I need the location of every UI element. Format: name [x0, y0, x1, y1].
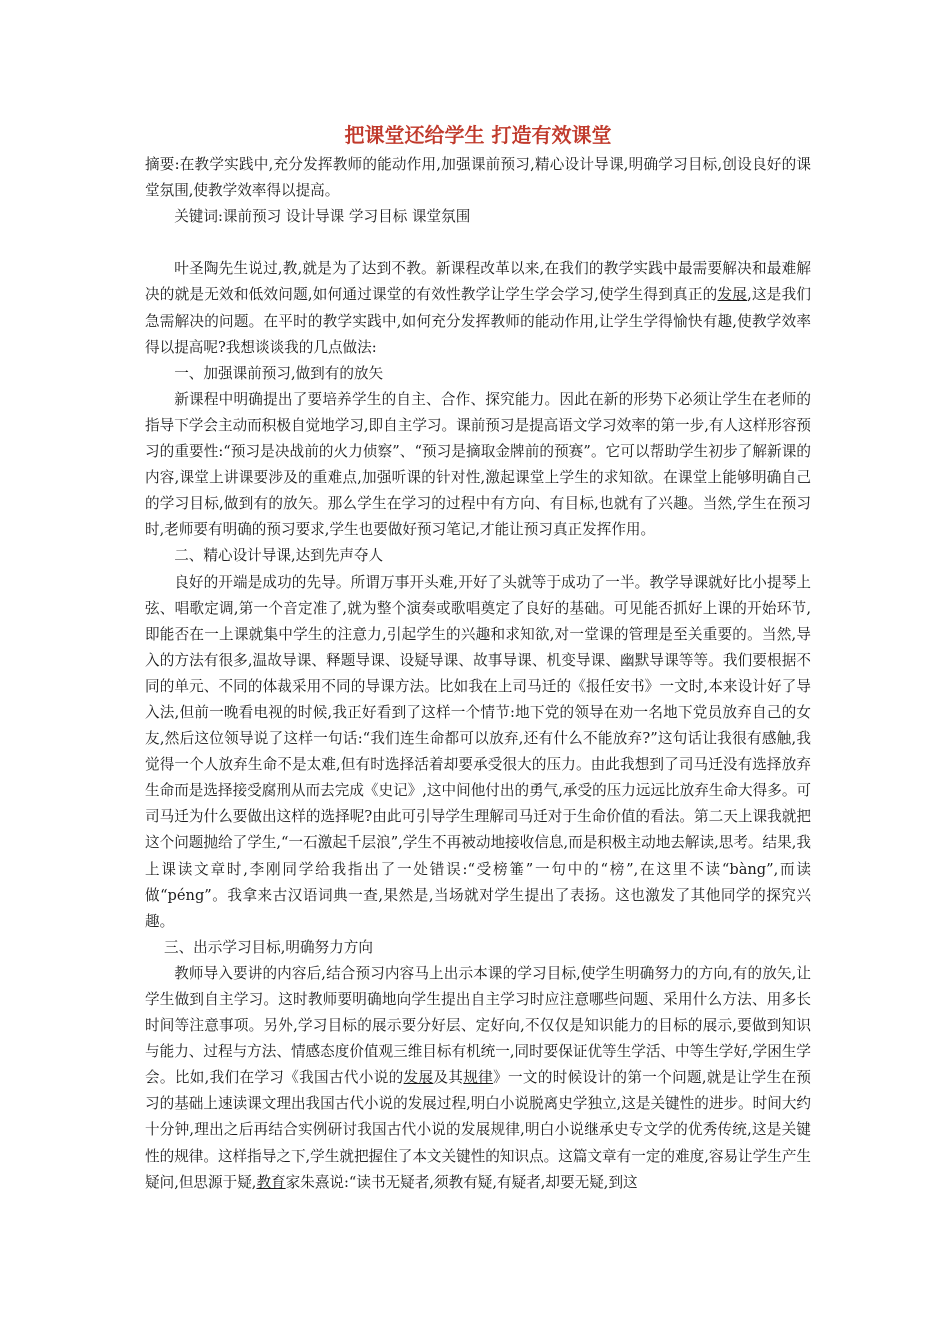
section-2-heading: 二、精心设计导课,达到先声夺人 — [174, 547, 384, 565]
intro-text-2: ,这是我们急需解决的问题。在平时的教学实践中,如何充分发挥教师的能动作用,让学生学得愉快有趣,使教学效率得以提高呢?我想谈谈我的几点做法: — [145, 286, 811, 356]
link-rules[interactable]: 规律 — [463, 1069, 494, 1087]
section-3-heading: 三、出示学习目标,明确努力方向 — [163, 938, 373, 956]
section-1-body: 新课程中明确提出了要培养学生的自主、合作、探究能力。因此在新的形势下必须让学生在老师的指导下学会主动而积极自觉地学习,即自主学习。课前预习是提高语文学习效率的第一步,有人这样形容预习的重要性:“预习是决战前的火力侦察”、“预习是摘取金牌前的预赛”。它可以帮助学生初步了解新课的内容,课堂上讲课要涉及的重难点,加强听课的针对性,激起课堂上学生的求知欲。在课堂上能够明确自己的学习目标,做到有的放矢。那么学生在学习的过程中有方向、有目标,也就有了兴趣。当然,学生在预习时,老师要有明确的预习要求,学生也要做好预习笔记,才能让预习真正发挥作用。 — [145, 390, 812, 539]
abstract: 摘要:在教学实践中,充分发挥教师的能动作用,加强课前预习,精心设计导课,明确学习目标,创设良好的课堂氛围,使教学效率得以提高。 — [145, 156, 811, 200]
section-3-text-1: 教师导入要讲的内容后,结合预习内容马上出示本课的学习目标,使学生明确努力的方向,有的放矢,让学生做到自主学习。这时教师要明确地向学生提出自主学习时应注意哪些问题、采用什么方法、用多长时间等注意事项。另外,学习目标的展示要分好层、定好向,不仅仅是知识能力的目标的展示,要做到知识与能力、过程与方法、情感态度价值观三维目标有机统一,同时要保证优等生学活、中等生学好,学困生学会。比如,我们在学习《我国古代小说的 — [145, 964, 812, 1087]
section-3-text-3: 》一文的时候设计的第一个问题,就是让学生在预习的基础上速读课文理出我国古代小说的发展过程,明白小说脱离史学独立,这是关键性的进步。时间大约十分钟,理出之后再结合实例研讨我国古代小说的发展规律,明白小说继承史专文学的优秀传统,这是关键性的规律。这样指导之下,学生就把握住了本文关键性的知识点。这篇文章有一定的难度,容易让学生产生疑问,但思源于疑, — [145, 1069, 812, 1191]
section-3-body — [145, 961, 811, 1196]
link-development-2[interactable]: 发展 — [403, 1069, 434, 1087]
intro-text-1: 叶圣陶先生说过,教,就是为了达到不教。新课程改革以来,在我们的教学实践中最需要解决和最难解决的就是无效和低效问题,如何通过课堂的有效性教学让学生学会学习,使学生得到真正的 — [145, 260, 811, 304]
link-education[interactable]: 教育 — [256, 1173, 286, 1191]
keywords: 关键词:课前预习 设计导课 学习目标 课堂氛围 — [174, 208, 471, 226]
section-2-body: 良好的开端是成功的先导。所谓万事开头难,开好了头就等于成功了一半。教学导课就好比小提琴上弦、唱歌定调,第一个音定准了,就为整个演奏或歌唱奠定了良好的基础。可见能否抓好上课的开始环节,即能否在一上课就集中学生的注意力,引起学生的兴趣和求知欲,对一堂课的管理是至关重要的。当然,导入的方法有很多,温故导课、释题导课、设疑导课、故事导课、机变导课、幽默导课等等。我们要根据不同的单元、不同的体裁采用不同的导课方法。比如我在上司马迁的《报任安书》一文时,本来设计好了导入法,但前一晚看电视的时候,我正好看到了这样一个情节:地下党的领导在劝一名地下党员放弃自己的女友,然后这位领导说了这样一句话:“我们连生命都可以放弃,还有什么不能放弃?”这句话让我很有感触,我觉得一个人放弃生命不是太难,但有时选择活着却要承受很大的压力。由此我想到了司马迁没有选择放弃生命而是选择接受腐刑从而去完成《史记》,这中间他付出的勇气,承受的压力远远比放弃生命大得多。可司马迁为什么要做出这样的选择呢?由此可引导学生理解司马迁对于生命价值的看法。第二天上课我就把这个问题抛给了学生,“一石激起千层浪”,学生不再被动地接收信息,而是积极主动地去解读,思考。结果,我上课读文章时,李刚同学给我指出了一处错误:“受榜箠”一句中的“榜”,在这里不读“bàng”,而读做“péng”。我拿来古汉语词典一查,果然是,当场就对学生提出了表扬。这也激发了其他同学的探究兴趣。 — [145, 573, 812, 930]
section-3-text-4: 家朱熹说:“读书无疑者,须教有疑,有疑者,却要无疑,到这 — [285, 1173, 638, 1191]
section-3-text-2: 及其 — [433, 1069, 464, 1087]
document-page — [145, 118, 811, 1196]
section-1-heading: 一、加强课前预习,做到有的放矢 — [174, 364, 384, 382]
page-title: 把课堂还给学生 打造有效课堂 — [344, 123, 612, 147]
intro-paragraph — [145, 256, 811, 360]
blank-line — [145, 230, 811, 256]
link-development[interactable]: 发展 — [717, 286, 748, 304]
